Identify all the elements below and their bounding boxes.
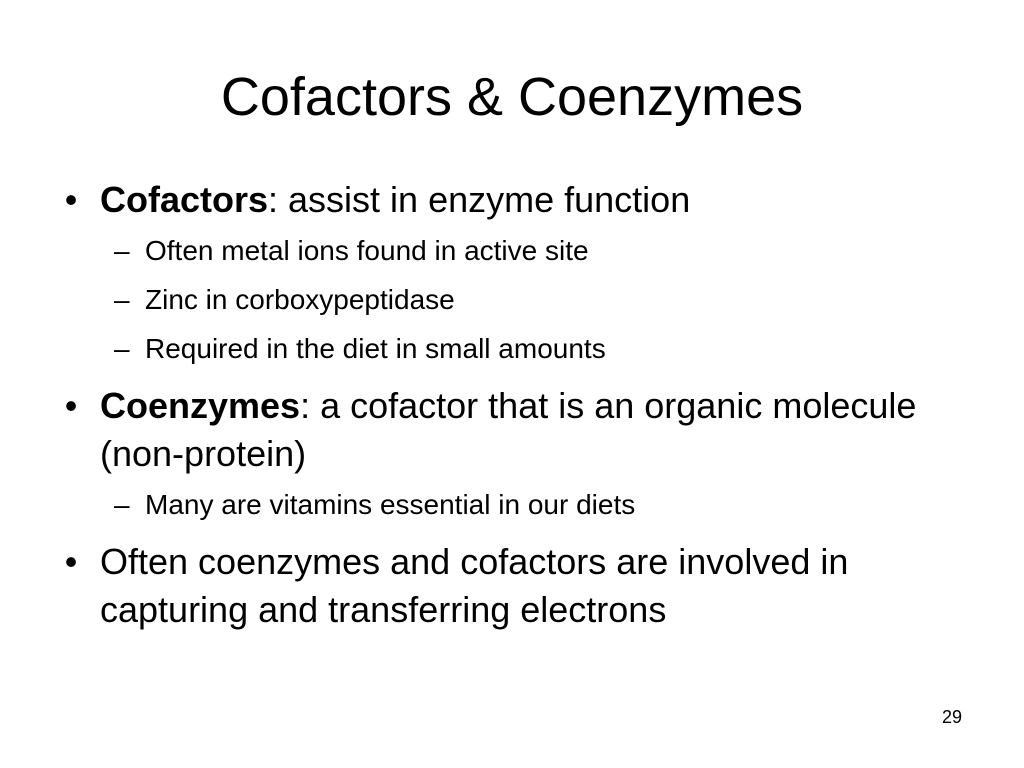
sub-marker: – [114,333,130,364]
bullet-text: : assist in enzyme function [268,179,691,220]
sub-marker: – [114,235,130,266]
bullet-marker: • [64,385,78,426]
sub-item-text: Zinc in corboxypeptidase [145,284,455,315]
bullet-marker: • [64,541,78,582]
bullet-text: : a cofactor that is an organic molecule (non-protein) [100,385,917,474]
bullet-cofactors [64,176,960,365]
sub-item-text: Many are vitamins essential in our diets [145,489,636,520]
sub-list [100,489,960,521]
bullet-list [64,176,960,634]
sub-item [100,489,960,521]
bullet-marker: • [64,179,78,220]
bullet-term: Cofactors [100,179,269,220]
sub-marker: – [114,284,130,315]
sub-item [100,333,960,365]
sub-item [100,284,960,316]
sub-marker: – [114,489,130,520]
slide-title: Cofactors & Coenzymes [220,67,804,127]
bullet-coenzymes [64,382,960,521]
sub-list [100,235,960,365]
page-number: 29 [941,707,962,727]
sub-item-text: Required in the diet in small amounts [145,333,606,364]
bullet-text: Often coenzymes and cofactors are involved in capturing and transferring electrons [100,541,849,630]
sub-item-text: Often metal ions found in active site [145,235,589,266]
sub-item [100,235,960,267]
bullet-term: Coenzymes [100,385,301,426]
bullet-electrons [64,538,960,634]
